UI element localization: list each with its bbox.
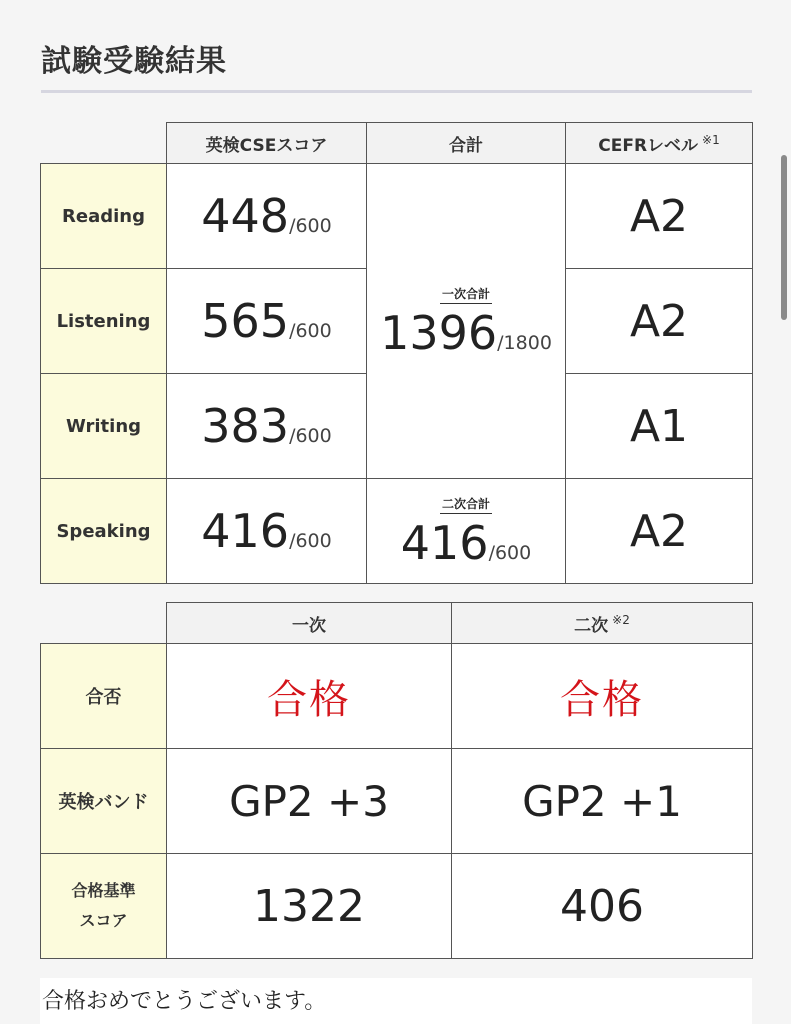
speaking-score: 416 [201, 504, 290, 558]
header-cefr [566, 123, 753, 164]
row-label-band: 英検バンド [41, 749, 167, 854]
listening-cefr: A2 [566, 269, 753, 374]
row-label-listening: Listening [41, 269, 167, 374]
speaking-cefr: A2 [566, 479, 753, 584]
table-corner [41, 123, 167, 164]
first-total-label: 一次合計 [440, 285, 492, 304]
result-table [40, 602, 753, 959]
second-note-link[interactable]: ※2 [612, 612, 630, 627]
table-row [41, 164, 753, 269]
reading-max: /600 [289, 215, 332, 237]
first-total-cell [367, 164, 566, 479]
reading-score-cell [167, 164, 367, 269]
table-row [41, 749, 753, 854]
table-corner [41, 603, 167, 644]
speaking-score-cell [167, 479, 367, 584]
row-label-criteria [41, 854, 167, 959]
first-criteria-score: 1322 [167, 854, 452, 959]
second-total-cell [367, 479, 566, 584]
cefr-note-link[interactable]: ※1 [702, 132, 720, 147]
second-total-max: /600 [488, 541, 532, 564]
listening-max: /600 [289, 320, 332, 342]
table-row [41, 479, 753, 584]
header-first-stage: 一次 [167, 603, 452, 644]
speaking-max: /600 [289, 530, 332, 552]
first-pass-result: 合格 [167, 644, 452, 749]
row-label-pass: 合否 [41, 644, 167, 749]
writing-score-cell [167, 374, 367, 479]
table-row [41, 644, 753, 749]
second-criteria-score: 406 [452, 854, 753, 959]
second-pass-result: 合格 [452, 644, 753, 749]
row-label-reading: Reading [41, 164, 167, 269]
first-total-score: 1396 [380, 305, 498, 360]
header-second-stage [452, 603, 753, 644]
first-total-max: /1800 [497, 331, 552, 354]
header-cefr-label: CEFRレベル [598, 135, 699, 156]
writing-cefr: A1 [566, 374, 753, 479]
first-band: GP2 +3 [167, 749, 452, 854]
second-total-label: 二次合計 [440, 495, 492, 514]
second-band: GP2 +1 [452, 749, 753, 854]
header-total: 合計 [367, 123, 566, 164]
listening-score-cell [167, 269, 367, 374]
page-title: 試験受験結果 [41, 44, 227, 79]
second-total-score: 416 [400, 515, 489, 570]
scrollbar-thumb[interactable] [781, 155, 787, 320]
row-label-writing: Writing [41, 374, 167, 479]
writing-max: /600 [289, 425, 332, 447]
title-divider [41, 90, 752, 93]
congratulations-message: 合格おめでとうございます。 [40, 978, 752, 1024]
score-table [40, 122, 753, 584]
header-cse-score: 英検CSEスコア [167, 123, 367, 164]
criteria-label-line2: スコア [79, 911, 128, 930]
listening-score: 565 [201, 294, 290, 348]
reading-cefr: A2 [566, 164, 753, 269]
row-label-speaking: Speaking [41, 479, 167, 584]
table-row [41, 854, 753, 959]
reading-score: 448 [201, 189, 290, 243]
criteria-label-line1: 合格基準 [71, 881, 136, 900]
header-second-label: 二次 [574, 615, 609, 636]
writing-score: 383 [201, 399, 290, 453]
